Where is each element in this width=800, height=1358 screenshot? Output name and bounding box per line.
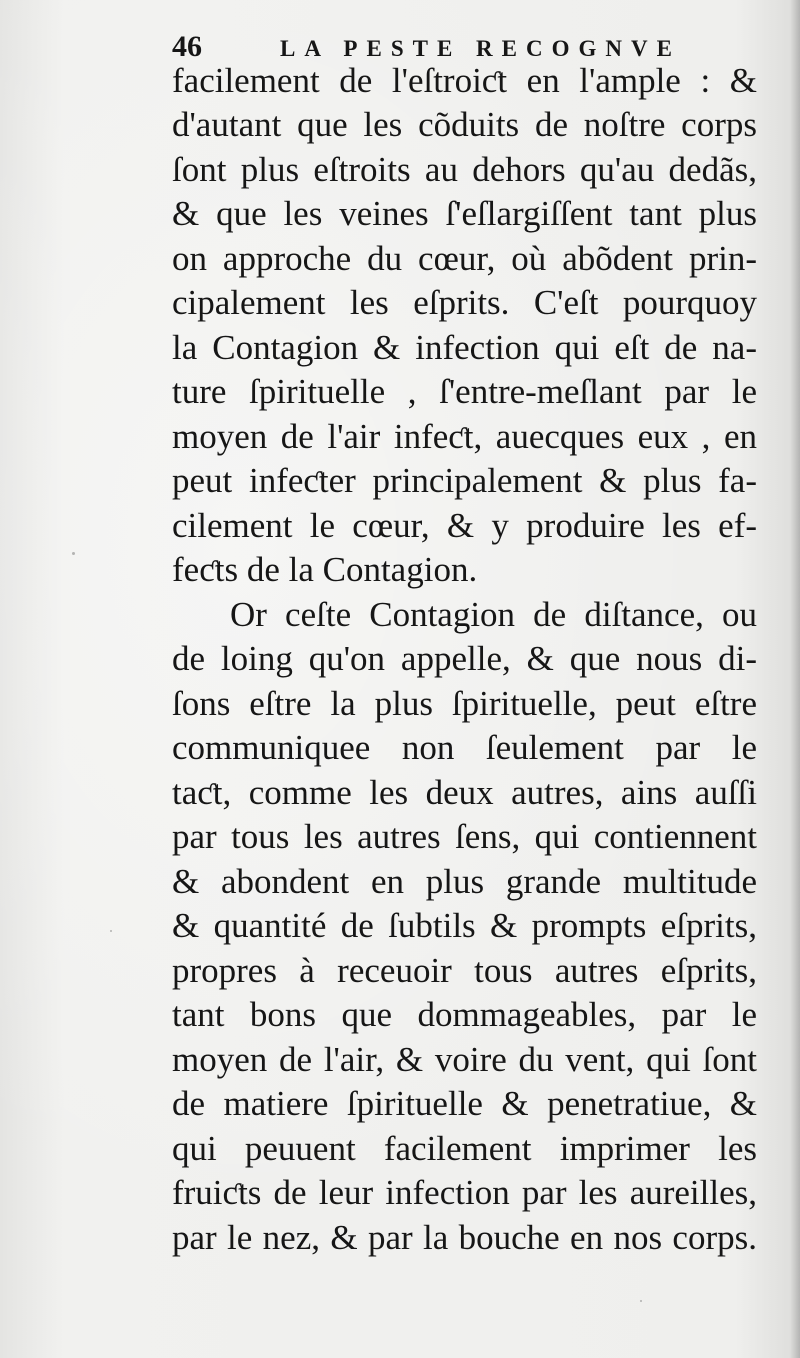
text-line: par tous les autres ſens, qui contiennent	[172, 817, 757, 856]
text-line: Or ceſte Contagion de diſtance, ou	[230, 595, 757, 634]
text-line: de matiere ſpirituelle & penetratiue, &	[172, 1084, 757, 1123]
text-line: d'autant que les cõduits de noſtre corps	[172, 105, 757, 144]
text-line: tant bons que dommageables, par le	[172, 995, 757, 1034]
paper-speck	[72, 552, 75, 555]
text-line: on approche du cœur, où abõdent prin-	[172, 239, 757, 278]
text-line: facilement de l'eſtroiƈt en l'ample : &	[172, 61, 757, 100]
text-line: & que les veines ſ'eſlargiſſent tant plus	[172, 194, 757, 233]
text-line: par le nez, & par la bouche en nos corps.	[172, 1218, 757, 1257]
text-line: moyen de l'air, & voire du vent, qui ſont	[172, 1040, 757, 1079]
text-line: propres à receuoir tous autres eſprits,	[172, 951, 757, 990]
text-line: fruiƈts de leur infection par les aureilles,	[172, 1173, 757, 1212]
text-line: la Contagion & infection qui eſt de na-	[172, 328, 757, 367]
text-line: communiquee non ſeulement par le	[172, 728, 757, 767]
text-line: & abondent en plus grande multitude	[172, 862, 757, 901]
paper-speck	[110, 930, 112, 932]
text-line: de loing qu'on appelle, & que nous di-	[172, 639, 757, 678]
text-line: ſont plus eſtroits au dehors qu'au dedãs,	[172, 150, 757, 189]
text-line: feƈts de la Contagion.	[172, 550, 478, 589]
text-line: qui peuuent facilement imprimer les	[172, 1129, 757, 1168]
paper-speck	[640, 1300, 642, 1302]
text-line: peut infeƈter principalement & plus fa-	[172, 461, 757, 500]
page-number: 46	[172, 30, 202, 63]
text-line: taƈt, comme les deux autres, ains auſſi	[172, 773, 757, 812]
text-line: ture ſpirituelle , ſ'entre-meſlant par le	[172, 372, 757, 411]
text-line: cilement le cœur, & y produire les ef-	[172, 506, 757, 545]
running-head: LA PESTE RECOGNVE	[280, 36, 681, 61]
text-line: moyen de l'air infeƈt, auecques eux , en	[172, 417, 757, 456]
text-line: ſons eſtre la plus ſpirituelle, peut eſtre	[172, 684, 757, 723]
text-line: cipalement les eſprits. C'eſt pourquoy	[172, 283, 757, 322]
text-line: & quantité de ſubtils & prompts eſprits,	[172, 906, 757, 945]
page-edge-shadow	[790, 0, 800, 1358]
